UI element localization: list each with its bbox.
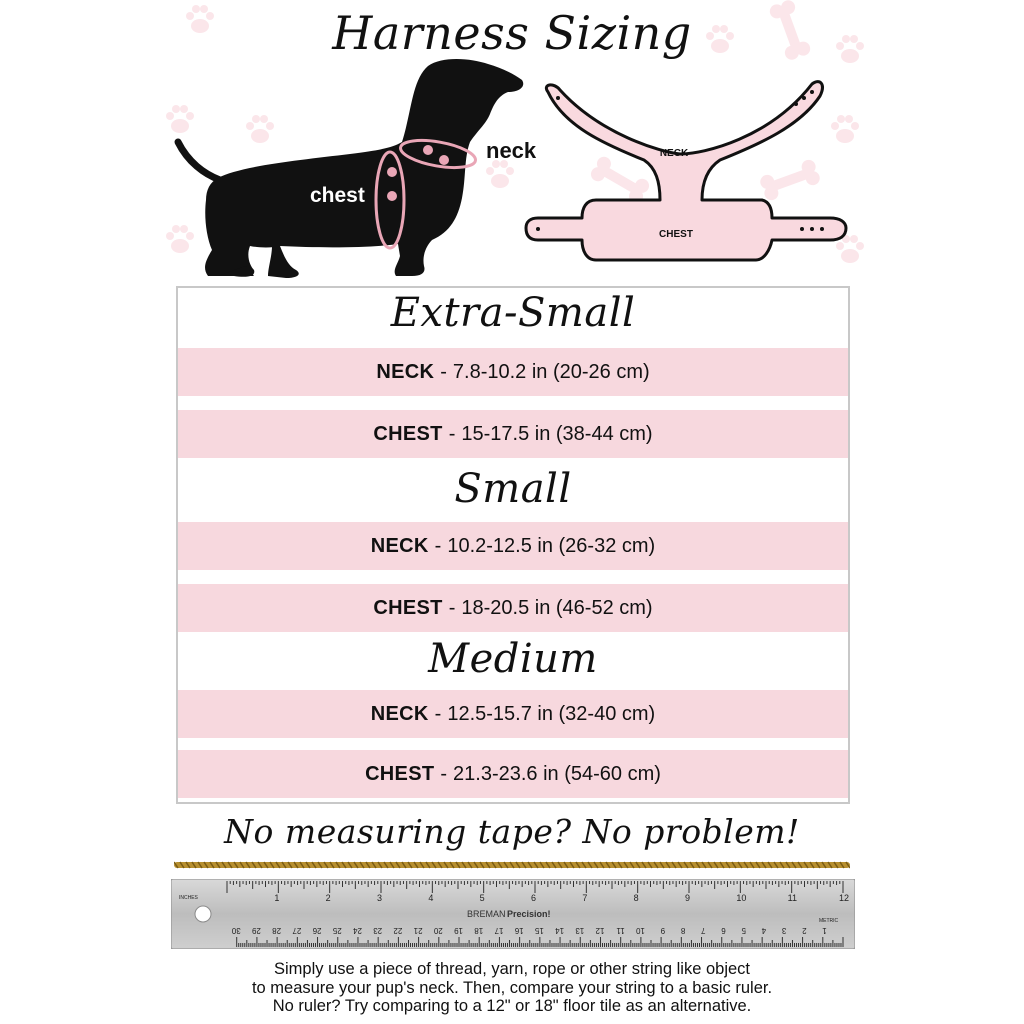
size-row-s-neck: NECK - 10.2-12.5 in (26-32 cm) xyxy=(178,522,848,570)
size-title-medium: Medium xyxy=(428,636,598,682)
ruler-inch-number: 10 xyxy=(736,893,747,903)
size-title-extra-small: Extra-Small xyxy=(390,290,636,336)
size-title-small: Small xyxy=(454,466,572,512)
instructions-line: to measure your pup's neck. Then, compare your string to a basic ruler. xyxy=(251,978,773,997)
ruler-inch-number: 2 xyxy=(325,893,331,903)
ruler-cm-number: 25 xyxy=(332,926,342,935)
row-value: 21.3-23.6 in (54-60 cm) xyxy=(453,762,661,785)
ruler-cm-number: 5 xyxy=(741,926,746,935)
ruler-cm-number: 18 xyxy=(474,926,484,935)
ruler-inch-number: 5 xyxy=(479,893,485,903)
ruler-cm-number: 11 xyxy=(616,926,625,935)
size-row-xs-neck: NECK - 7.8-10.2 in (20-26 cm) xyxy=(178,348,848,396)
ruler-cm-number: 1 xyxy=(822,926,827,935)
ruler-cm-number: 27 xyxy=(292,926,302,935)
ruler-cm-number: 26 xyxy=(312,926,322,935)
row-value: 12.5-15.7 in (32-40 cm) xyxy=(447,702,656,725)
ruler-cm-number: 13 xyxy=(575,926,585,935)
ruler-brand-suffix: Precision! xyxy=(507,909,551,919)
row-label: CHEST xyxy=(373,422,443,445)
dog-silhouette-icon xyxy=(160,50,560,290)
ruler-inch-number: 7 xyxy=(582,893,588,903)
ruler-cm-number: 29 xyxy=(252,926,261,935)
ruler-cm-number: 4 xyxy=(761,926,767,935)
ruler-inch-number: 4 xyxy=(428,893,434,903)
ruler-cm-number: 20 xyxy=(433,926,443,935)
instructions-line: Simply use a piece of thread, yarn, rope or other string like object xyxy=(274,960,750,978)
size-row-s-chest: CHEST - 18-20.5 in (46-52 cm) xyxy=(178,584,848,632)
row-value: 7.8-10.2 in (20-26 cm) xyxy=(452,360,650,383)
dog-chest-label: chest xyxy=(310,184,365,207)
ruler-cm-number: 19 xyxy=(454,926,464,935)
ruler-inch-number: 11 xyxy=(787,893,798,903)
ruler-icon xyxy=(171,879,855,949)
ruler-cm-number: 17 xyxy=(494,926,504,935)
size-row-xs-chest: CHEST - 15-17.5 in (38-44 cm) xyxy=(178,410,848,458)
size-row-m-chest: CHEST - 21.3-23.6 in (54-60 cm) xyxy=(178,750,848,798)
ruler-inch-number: 6 xyxy=(531,893,537,903)
ruler-inch-number: 3 xyxy=(377,893,383,903)
harness-icon xyxy=(520,70,850,270)
instructions-line: No ruler? Try comparing to a 12" or 18" floor tile as an alternative. xyxy=(272,997,752,1015)
size-chart xyxy=(176,286,850,804)
ruler-inch-number: 1 xyxy=(274,893,280,903)
page-title: Harness Sizing xyxy=(332,6,692,60)
ruler-cm-number: 3 xyxy=(781,926,787,935)
ruler-cm-number: 21 xyxy=(413,926,423,935)
dog-neck-label: neck xyxy=(486,138,537,163)
ruler-cm-number: 16 xyxy=(514,926,524,935)
no-measuring-tape-heading: No measuring tape? No problem! xyxy=(224,812,800,851)
instructions-text xyxy=(0,960,1024,1016)
ruler-cm-number: 30 xyxy=(231,926,241,935)
ruler-cm-number: 2 xyxy=(802,926,807,935)
row-value: 10.2-12.5 in (26-32 cm) xyxy=(447,534,656,557)
ruler-metric-label: METRIC xyxy=(819,918,839,924)
rope-icon xyxy=(174,858,850,872)
ruler-cm-number: 9 xyxy=(660,926,666,935)
ruler-cm-number: 15 xyxy=(534,926,544,935)
ruler-cm-number: 10 xyxy=(635,926,645,935)
ruler-cm-number: 6 xyxy=(721,926,726,935)
harness-chest-label: CHEST xyxy=(659,229,693,240)
size-row-m-neck: NECK - 12.5-15.7 in (32-40 cm) xyxy=(178,690,848,738)
ruler-cm-number: 7 xyxy=(701,926,706,935)
row-value: 18-20.5 in (46-52 cm) xyxy=(461,596,653,619)
ruler-cm-number: 24 xyxy=(353,926,362,935)
ruler-cm-number: 22 xyxy=(393,926,403,935)
ruler-cm-number: 14 xyxy=(555,926,565,935)
harness-neck-label: NECK xyxy=(659,148,689,159)
row-value: 15-17.5 in (38-44 cm) xyxy=(461,422,653,445)
ruler-brand: BREMAN xyxy=(467,909,506,919)
ruler-cm-number: 12 xyxy=(595,926,605,935)
ruler-cm-number: 23 xyxy=(373,926,383,935)
row-label: NECK xyxy=(370,702,429,725)
ruler-inches-label: INCHES xyxy=(179,895,198,901)
ruler-cm-number: 8 xyxy=(680,926,686,935)
row-label: CHEST xyxy=(373,596,443,619)
ruler-inch-number: 8 xyxy=(633,893,639,903)
ruler-cm-number: 28 xyxy=(272,926,282,935)
ruler-inch-number: 9 xyxy=(685,893,691,903)
ruler-inch-number: 12 xyxy=(839,893,850,903)
row-label: CHEST xyxy=(365,762,435,785)
row-label: NECK xyxy=(370,534,429,557)
row-label: NECK xyxy=(376,360,435,383)
